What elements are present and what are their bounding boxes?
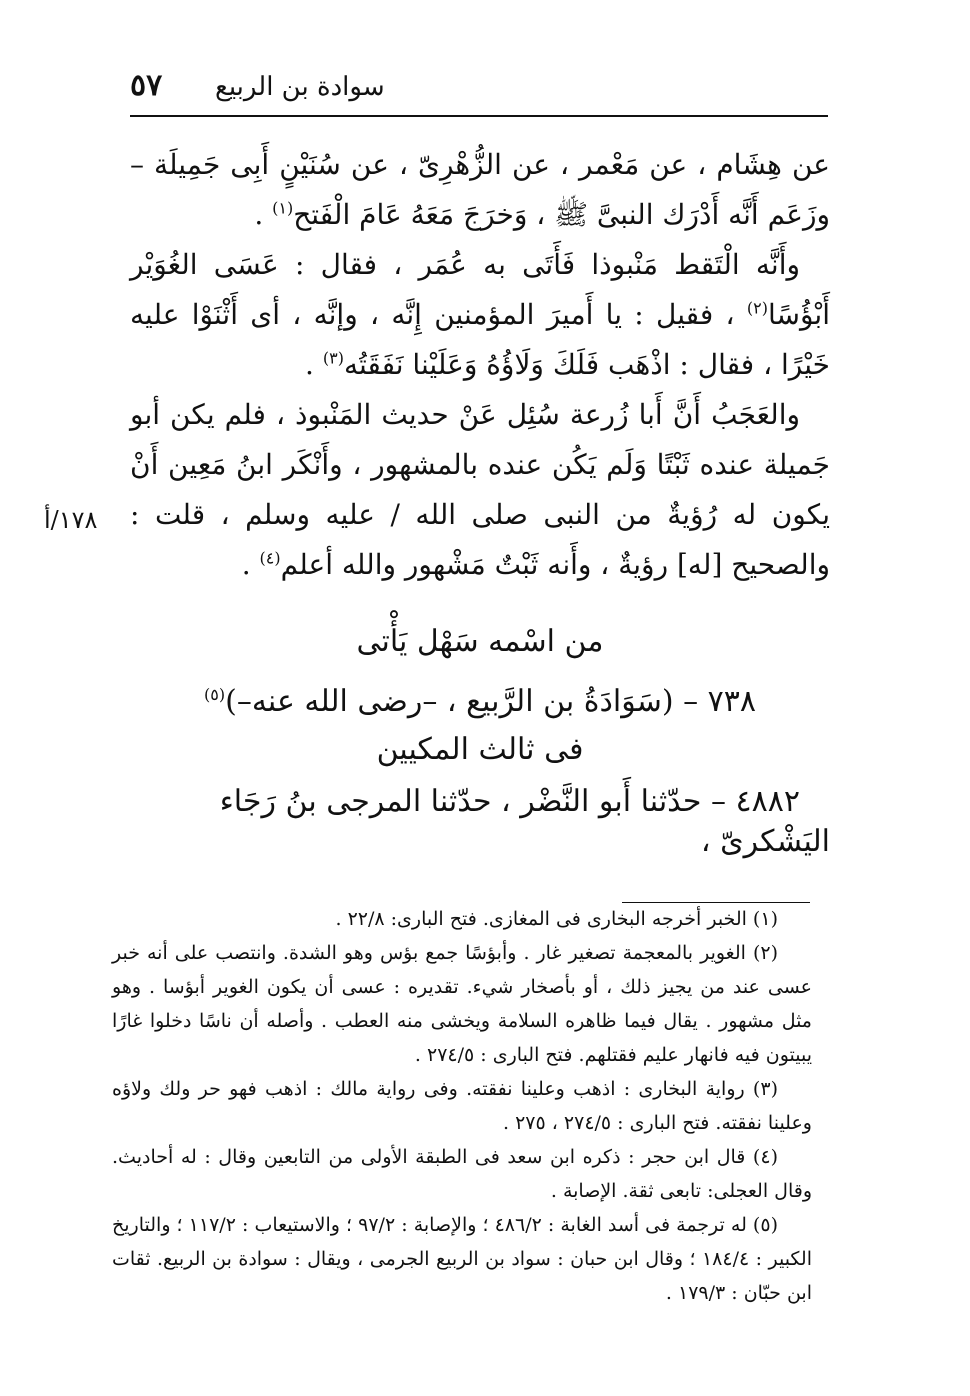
- paragraph-3: [130, 390, 830, 590]
- paragraph-1-text: عن هِشَام ، عن مَعْمر ، عن الزُّهْرِىّ ، عن سُنَيْنٍ أَبِى جَمِيلَة – وزَعَم أَنَّه أَدْرَك النبىَّ ﷺ ، وَخرَجَ مَعَهُ عَامَ الْفَتح: [130, 148, 830, 231]
- section-heading: من اسْمه سَهْل يَأْتى: [356, 624, 604, 659]
- footnote-ref-2: (٢): [746, 298, 768, 318]
- paragraph-2-end: .: [305, 348, 314, 381]
- paragraph-3-end: .: [241, 548, 251, 581]
- entry-title-text: ٧٣٨ – (سَوَادَةُ بن الرَّبيع ، –رضى الله عنه–): [225, 684, 756, 719]
- footnote-ref-5: (٥): [204, 685, 226, 704]
- paragraph-2: [130, 240, 830, 390]
- header-rule: [130, 115, 828, 117]
- footnote-ref-1: (١): [272, 198, 294, 218]
- paragraph-3-text: والعَجَبُ أَنَّ أَبا زُرعة سُئِل عَنْ حديث المَنْبوذ ، فلم يكن أبو جَميلة عنده ثَبْتًا وَلَم يَكُن عنده بالمشهور ، وأَنْكَر ابنُ مَعِين أَنْ يكون له رُؤيةٌ من النبى صلى الله / عليه وسلم ، قلت : والصحيح [له] رؤيةٌ ، وأَنه ثَبْتٌ مَشْهور والله أعلم: [130, 398, 830, 581]
- footnote-5: (٥) له ترجمة فى أسد الغابة : ٤٨٦/٢ ؛ والإصابة : ٩٧/٢ ؛ والاستيعاب : ١١٧/٢ ؛ والتاريخ الكبير : ١٨٤/٤ ؛ وقال ابن حبان : سواد بن الربيع الجرمى ، ويقال : سوادة بن الربيع. ثقات ابن حبّان : ١٧٩/٣ .: [112, 1214, 812, 1304]
- footnotes: [112, 902, 812, 1310]
- main-text: [130, 140, 830, 590]
- margin-folio-note: ١٧٨/أ: [44, 506, 98, 534]
- footnote-1: (١) الخبر أخرجه البخارى فى المغازى. فتح البارى: ٢٢/٨ .: [335, 908, 778, 930]
- footnote-3: (٣) رواية البخارى : اذهب وعلينا نفقته. وفى رواية مالك : اذهب فهو حر ولك ولاؤه وعلينا نفقته. فتح البارى : ٢٧٤/٥ ، ٢٧٥ .: [112, 1078, 812, 1134]
- paragraph-2b-text: ، فقيل : يا أَميرَ المؤمنين إِنَّه ، وإنَّه ، أى أَثْنَوْا عليه خَيْرًا ، فقال : اذْهَب فَلَكَ وَلَاؤُهُ وَعَلَيْنا نَفَقَتُه: [130, 298, 830, 381]
- hadith-line: ٤٨٨٢ – حدّثنا أَبو النَّضْر ، حدّثنا المرجى بنُ رَجَاء اليَشْكرىّ ،: [219, 784, 830, 859]
- paragraph-2a-text: وأَنَّه الْتَقط مَنْبوذا فَأَتَى به عُمَر ، فقال : عَسَى الغُوَيْر أَبْؤُسًا: [130, 248, 830, 331]
- footnote-4: (٤) قال ابن حجر : ذكره ابن سعد فى الطبقة الأولى من التابعين وقال : له أحاديث. وقال العجلى: تابعى ثقة. الإصابة .: [112, 1146, 812, 1202]
- subheading: فى ثالث المكيين: [376, 732, 584, 767]
- page-number: ٥٧: [130, 68, 163, 103]
- footnote-ref-3: (٣): [322, 348, 344, 368]
- paragraph-1-end: .: [254, 198, 264, 231]
- footnote-ref-4: (٤): [259, 548, 281, 568]
- entry-title: [130, 682, 830, 722]
- footnote-2: (٢) الغوير بالمعجمة تصغير غار . وأبؤسًا جمع بؤس وهو الشدة. وانتصب على أنه خبر عسى عند من يجيز ذلك ، أو بأصخار شيء. تقديره : عسى أن يكون الغوير أبؤسا . وهو مثل مشهور . يقال فيما ظاهره السلامة ويخشى منه العطب . وأصله أن ناسًا دخلوا غارًا يبيتون فيه فانهار عليم فقتلهم. فتح البارى : ٢٧٤/٥ .: [112, 942, 812, 1066]
- running-title: سوادة بن الربيع: [215, 72, 385, 102]
- page-header: [130, 62, 830, 112]
- paragraph-1: [130, 140, 830, 240]
